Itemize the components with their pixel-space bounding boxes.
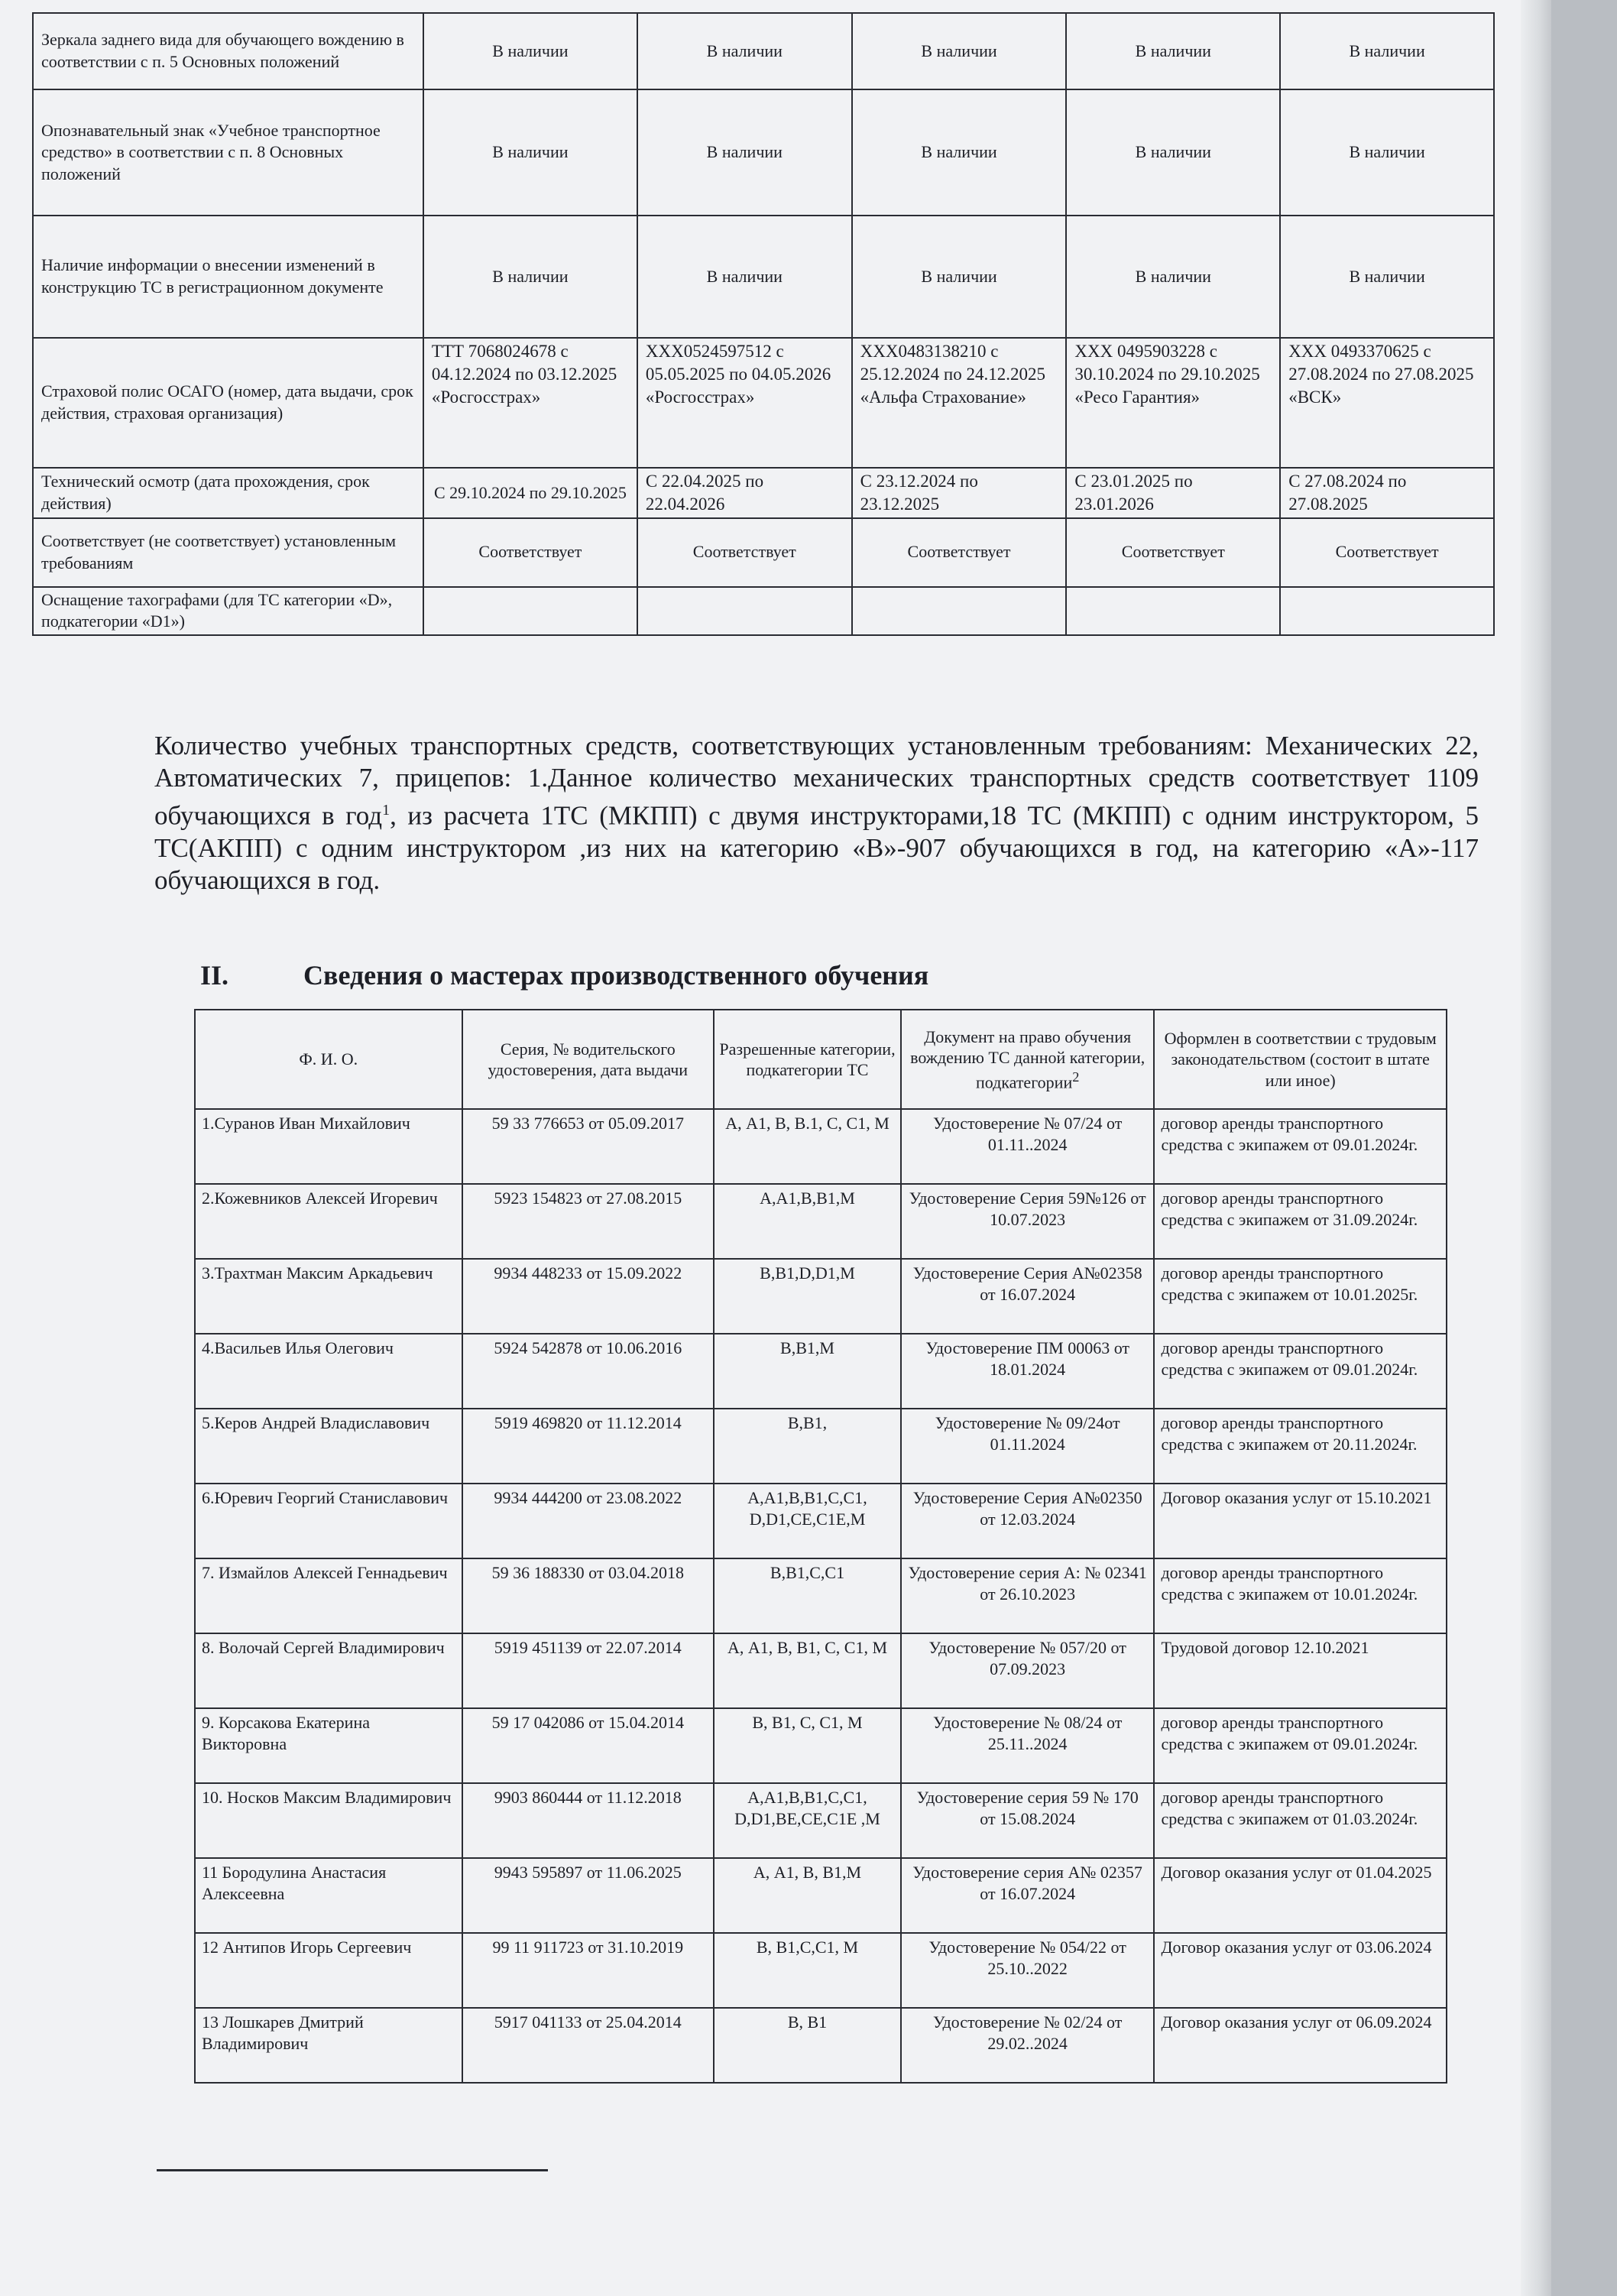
header-document (901, 1010, 1155, 1109)
row-employment: Договор оказания услуг от 15.10.2021 (1154, 1484, 1447, 1558)
vehicles-row (33, 89, 1494, 216)
vehicles-cell: В наличии (423, 216, 637, 338)
vehicles-cell: В наличии (637, 89, 852, 216)
vehicles-cell: С 27.08.2024 по 27.08.2025 (1280, 468, 1494, 518)
vehicles-count-paragraph (154, 730, 1479, 897)
row-document: Удостоверение Серия А№02358 от 16.07.2024 (901, 1259, 1155, 1334)
section-heading (200, 959, 1346, 991)
header-employment: Оформлен в соответствии с трудовым законодательством (состоит в штате или иное) (1154, 1010, 1447, 1109)
row-fio: 10. Носков Максим Владимирович (195, 1783, 462, 1858)
row-license: 5924 542878 от 10.06.2016 (462, 1334, 715, 1409)
row-license: 5919 451139 от 22.07.2014 (462, 1633, 715, 1708)
vehicles-cell: ТТТ 7068024678 с 04.12.2024 по 03.12.2025 «Росгосстрах» (423, 338, 637, 468)
vehicles-cell: XXX0483138210 с 25.12.2024 по 24.12.2025 «Альфа Страхование» (852, 338, 1067, 468)
row-categories: В,В1, (714, 1409, 901, 1484)
row-employment: договор аренды транспортного средства с экипажем от 10.01.2024г. (1154, 1558, 1447, 1633)
row-fio: 7. Измайлов Алексей Геннадьевич (195, 1558, 462, 1633)
row-license: 99 11 911723 от 31.10.2019 (462, 1933, 715, 2008)
instructor-row (195, 1259, 1447, 1334)
row-license: 5919 469820 от 11.12.2014 (462, 1409, 715, 1484)
instructor-row (195, 2008, 1447, 2083)
vehicles-cell: В наличии (637, 216, 852, 338)
row-fio: 11 Бородулина Анастасия Алексеевна (195, 1858, 462, 1933)
vehicles-cell: С 23.12.2024 по 23.12.2025 (852, 468, 1067, 518)
vehicles-row (33, 216, 1494, 338)
vehicles-cell: XXX 0493370625 с 27.08.2024 по 27.08.2025 «ВСК» (1280, 338, 1494, 468)
instructor-row (195, 1484, 1447, 1558)
vehicles-cell: В наличии (852, 13, 1067, 89)
vehicles-cell: В наличии (1280, 216, 1494, 338)
row-fio: 4.Васильев Илья Олегович (195, 1334, 462, 1409)
row-document: Удостоверение серия А№ 02357 от 16.07.2024 (901, 1858, 1155, 1933)
background (1551, 0, 1617, 2296)
row-document: Удостоверение серия А: № 02341 от 26.10.2023 (901, 1558, 1155, 1633)
row-employment: Договор оказания услуг от 06.09.2024 (1154, 2008, 1447, 2083)
instructor-row (195, 1558, 1447, 1633)
row-fio: 8. Волочай Сергей Владимирович (195, 1633, 462, 1708)
instructor-row (195, 1858, 1447, 1933)
vehicles-cell: В наличии (852, 89, 1067, 216)
row-fio: 1.Суранов Иван Михайлович (195, 1109, 462, 1184)
vehicles-table (32, 12, 1495, 636)
vehicles-row (33, 338, 1494, 468)
vehicles-cell: В наличии (423, 13, 637, 89)
instructor-row (195, 1109, 1447, 1184)
paragraph-text: Количество учебных транспортных средств, соответствующих установленным требованиям: Механических 22, Автоматических 7, прицепов: 1.Данное количество механических транспортных средств соответствует 1109 обучающихся в год (154, 731, 1479, 831)
vehicles-cell: XXX 0495903228 с 30.10.2024 по 29.10.2025 «Ресо Гарантия» (1066, 338, 1280, 468)
row-categories: А, А1, В, В.1, С, С1, М (714, 1109, 901, 1184)
row-categories: А, А1, В, В1,М (714, 1858, 901, 1933)
row-license: 5917 041133 от 25.04.2014 (462, 2008, 715, 2083)
row-employment: договор аренды транспортного средства с экипажем от 01.03.2024г. (1154, 1783, 1447, 1858)
row-document: Удостоверение № 07/24 от 01.11..2024 (901, 1109, 1155, 1184)
row-categories: А,А1,В,В1,С,С1, D,D1,ВЕ,СЕ,С1Е ,М (714, 1783, 901, 1858)
paragraph-text-continued: , из расчета 1ТС (МКПП) с двумя инструкторами,18 ТС (МКПП) с одним инструктором, 5 ТС(АКПП) с одним инструктором ,из них на категорию «В»-907 обучающихся в год, на категорию «А»-117 обучающихся в год. (154, 800, 1479, 895)
row-license: 9934 448233 от 15.09.2022 (462, 1259, 715, 1334)
row-categories: А, А1, В, В1, С, С1, М (714, 1633, 901, 1708)
row-license: 59 36 188330 от 03.04.2018 (462, 1558, 715, 1633)
vehicles-row (33, 13, 1494, 89)
vehicles-row (33, 587, 1494, 635)
vehicles-cell: Соответствует (423, 518, 637, 587)
instructor-row (195, 1708, 1447, 1783)
header-document-text: Документ на право обучения вождению ТС данной категории, подкатегории (910, 1026, 1146, 1091)
header-categories: Разрешенные категории, подкатегории ТС (714, 1010, 901, 1109)
vehicles-cell: XXX0524597512 с 05.05.2025 по 04.05.2026 «Росгосстрах» (637, 338, 852, 468)
row-employment: договор аренды транспортного средства с экипажем от 09.01.2024г. (1154, 1334, 1447, 1409)
instructors-table (194, 1009, 1447, 2084)
vehicles-cell: С 29.10.2024 по 29.10.2025 (423, 468, 637, 518)
row-categories: В, В1,С,С1, М (714, 1933, 901, 2008)
row-employment: Договор оказания услуг от 01.04.2025 (1154, 1858, 1447, 1933)
row-employment: договор аренды транспортного средства с экипажем от 09.01.2024г. (1154, 1708, 1447, 1783)
row-license: 59 17 042086 от 15.04.2014 (462, 1708, 715, 1783)
section-title: Сведения о мастерах производственного обучения (303, 960, 929, 991)
vehicles-cell (1066, 587, 1280, 635)
vehicles-row-label: Оснащение тахографами (для ТС категории «D», подкатегории «D1») (33, 587, 423, 635)
row-fio: 12 Антипов Игорь Сергеевич (195, 1933, 462, 2008)
vehicles-cell: В наличии (423, 89, 637, 216)
row-license: 5923 154823 от 27.08.2015 (462, 1184, 715, 1259)
row-categories: В, В1, С, С1, М (714, 1708, 901, 1783)
footnote-ref-2: 2 (1072, 1069, 1080, 1085)
vehicles-cell (852, 587, 1067, 635)
row-fio: 5.Керов Андрей Владиславович (195, 1409, 462, 1484)
footnote-separator (157, 2169, 548, 2171)
row-document: Удостоверение серия 59 № 170 от 15.08.2024 (901, 1783, 1155, 1858)
page-edge-shadow (1521, 0, 1551, 2296)
row-document: Удостоверение Серия 59№126 от 10.07.2023 (901, 1184, 1155, 1259)
vehicles-cell: В наличии (1066, 216, 1280, 338)
vehicles-row-label: Страховой полис ОСАГО (номер, дата выдачи, срок действия, страховая организация) (33, 338, 423, 468)
row-fio: 13 Лошкарев Дмитрий Владимирович (195, 2008, 462, 2083)
vehicles-row-label: Технический осмотр (дата прохождения, срок действия) (33, 468, 423, 518)
instructors-header-row (195, 1010, 1447, 1109)
row-document: Удостоверение Серия А№02350 от 12.03.2024 (901, 1484, 1155, 1558)
vehicles-row-label: Наличие информации о внесении изменений в конструкцию ТС в регистрационном документе (33, 216, 423, 338)
instructor-row (195, 1184, 1447, 1259)
row-document: Удостоверение № 057/20 от 07.09.2023 (901, 1633, 1155, 1708)
row-employment: договор аренды транспортного средства с экипажем от 31.09.2024г. (1154, 1184, 1447, 1259)
vehicles-row (33, 518, 1494, 587)
vehicles-cell: В наличии (1066, 13, 1280, 89)
row-fio: 3.Трахтман Максим Аркадьевич (195, 1259, 462, 1334)
row-license: 9943 595897 от 11.06.2025 (462, 1858, 715, 1933)
row-document: Удостоверение № 08/24 от 25.11..2024 (901, 1708, 1155, 1783)
instructor-row (195, 1783, 1447, 1858)
vehicles-cell: Соответствует (1280, 518, 1494, 587)
vehicles-cell: С 23.01.2025 по 23.01.2026 (1066, 468, 1280, 518)
vehicles-cell: В наличии (852, 216, 1067, 338)
vehicles-row-label: Опознавательный знак «Учебное транспортное средство» в соответствии с п. 8 Основных положений (33, 89, 423, 216)
row-document: Удостоверение № 09/24от 01.11.2024 (901, 1409, 1155, 1484)
vehicles-cell: В наличии (1066, 89, 1280, 216)
vehicles-cell: С 22.04.2025 по 22.04.2026 (637, 468, 852, 518)
vehicles-cell: Соответствует (1066, 518, 1280, 587)
row-fio: 9. Корсакова Екатерина Викторовна (195, 1708, 462, 1783)
row-employment: договор аренды транспортного средства с экипажем от 09.01.2024г. (1154, 1109, 1447, 1184)
row-categories: В, В1 (714, 2008, 901, 2083)
instructor-row (195, 1933, 1447, 2008)
footnote-ref-1: 1 (382, 802, 390, 819)
row-document: Удостоверение ПМ 00063 от 18.01.2024 (901, 1334, 1155, 1409)
row-fio: 6.Юревич Георгий Станиславович (195, 1484, 462, 1558)
row-license: 9903 860444 от 11.12.2018 (462, 1783, 715, 1858)
row-employment: Трудовой договор 12.10.2021 (1154, 1633, 1447, 1708)
row-categories: А,А1,В,В1,С,С1, D,D1,СЕ,С1Е,М (714, 1484, 901, 1558)
vehicles-cell: Соответствует (852, 518, 1067, 587)
header-license: Серия, № водительского удостоверения, дата выдачи (462, 1010, 715, 1109)
row-categories: В,В1,D,D1,М (714, 1259, 901, 1334)
vehicles-row-label: Зеркала заднего вида для обучающего вождению в соответствии с п. 5 Основных положений (33, 13, 423, 89)
row-employment: договор аренды транспортного средства с экипажем от 10.01.2025г. (1154, 1259, 1447, 1334)
vehicles-cell (423, 587, 637, 635)
vehicles-cell (1280, 587, 1494, 635)
vehicles-cell: В наличии (1280, 89, 1494, 216)
row-document: Удостоверение № 02/24 от 29.02..2024 (901, 2008, 1155, 2083)
row-categories: В,В1,М (714, 1334, 901, 1409)
vehicles-cell: В наличии (1280, 13, 1494, 89)
vehicles-cell: Соответствует (637, 518, 852, 587)
row-employment: договор аренды транспортного средства с экипажем от 20.11.2024г. (1154, 1409, 1447, 1484)
vehicles-cell (637, 587, 852, 635)
row-document: Удостоверение № 054/22 от 25.10..2022 (901, 1933, 1155, 2008)
instructor-row (195, 1633, 1447, 1708)
row-license: 9934 444200 от 23.08.2022 (462, 1484, 715, 1558)
header-fio: Ф. И. О. (195, 1010, 462, 1109)
row-employment: Договор оказания услуг от 03.06.2024 (1154, 1933, 1447, 2008)
vehicles-cell: В наличии (637, 13, 852, 89)
vehicles-row-label: Соответствует (не соответствует) установленным требованиям (33, 518, 423, 587)
vehicles-row (33, 468, 1494, 518)
section-number: II. (200, 960, 229, 991)
instructor-row (195, 1334, 1447, 1409)
row-fio: 2.Кожевников Алексей Игоревич (195, 1184, 462, 1259)
instructor-row (195, 1409, 1447, 1484)
row-categories: В,В1,С,С1 (714, 1558, 901, 1633)
row-categories: А,А1,В,В1,М (714, 1184, 901, 1259)
row-license: 59 33 776653 от 05.09.2017 (462, 1109, 715, 1184)
